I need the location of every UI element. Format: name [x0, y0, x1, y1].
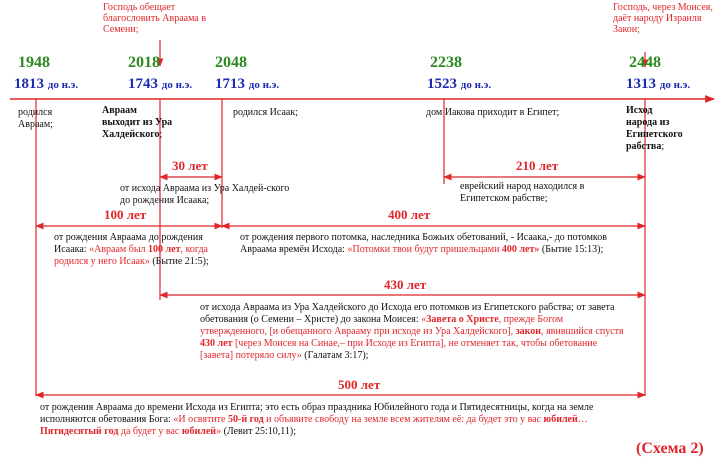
bc-1743 — [128, 76, 192, 93]
span-500-q4: да будет у вас — [118, 426, 182, 437]
bc-suffix: до н.э. — [47, 79, 79, 91]
span-430-q1: « — [421, 314, 427, 325]
span-400-text — [240, 232, 624, 256]
span-430-q1b: Завета о Христе — [426, 314, 499, 325]
span-30-label: 30 лет — [172, 158, 208, 173]
span-500-q5: » — [216, 426, 222, 437]
span-30-text: от исхода Авраама из Ура Халдей-ского до рождения Исаака; — [120, 183, 290, 206]
span-430-q3b: 430 лет — [200, 338, 233, 349]
bc-1743-value: 1743 — [128, 76, 158, 92]
scheme-label: (Схема 2) — [636, 440, 704, 457]
span-500-q3: … — [577, 414, 588, 425]
event-ur-exit-tail: ; — [159, 129, 163, 140]
event-exodus — [626, 105, 686, 153]
span-400-t1: от рождения первого потомка, наследника Божьих обетований, - Исаака,- до потомков Авраама времён Исхода: — [240, 232, 607, 255]
bc-1713 — [215, 76, 279, 93]
bc-1523 — [427, 76, 491, 93]
span-500-q1: «И освятите — [173, 414, 228, 425]
year-2448: 2448 — [629, 54, 661, 71]
law-note: Господь, через Моисея, даёт народу Израиля Закон; — [613, 2, 713, 35]
bc-1813 — [14, 76, 78, 93]
event-ur-exit-bold: Авраам выходит из Ура Халдейского — [102, 105, 173, 140]
span-400-label: 400 лет — [388, 207, 431, 222]
promise-note: Господь обещает благословить Авраама в Семени; — [103, 2, 207, 35]
span-430-q2: , прежде Богом утвержденного, [и обещанного Аврааму при исходе из Ура Халдейского], — [200, 314, 564, 337]
span-500-q1b: 50-й год — [228, 414, 264, 425]
event-isaac-born: родился Исаак; — [233, 107, 298, 118]
span-500-t1: от рождения Авраама до времени Исхода из Египта; это есть образ праздника Юбилейного года и Пятидесятницы, когда на земле исполняются обетования Бога: — [40, 402, 594, 425]
event-exodus-tail: ; — [661, 141, 665, 152]
span-400-t2: (Бытие 15:13); — [539, 244, 604, 255]
span-500-q4b: юбилей — [181, 426, 217, 437]
bc-1313-value: 1313 — [626, 76, 656, 92]
span-430-t1: от исхода Авраама из Ура Халдейского до Исхода его потомков из Египетского рабства; от завета обетования (о Семени – Христе) до закона Моисея: — [200, 302, 615, 325]
event-abraham-born: родился Авраам; — [18, 107, 53, 130]
bc-1523-value: 1523 — [427, 76, 457, 92]
year-2048: 2048 — [215, 54, 247, 71]
bc-suffix: до н.э. — [659, 79, 691, 91]
span-500-q2b: юбилей — [543, 414, 578, 425]
bc-1813-value: 1813 — [14, 76, 44, 92]
span-100-t2: (Бытие 21:5); — [149, 256, 209, 267]
event-ur-exit — [102, 105, 176, 141]
bc-1713-value: 1713 — [215, 76, 245, 92]
span-500-q3b: Пятидесятый год — [40, 426, 119, 437]
bc-suffix: до н.э. — [248, 79, 280, 91]
span-500-label: 500 лет — [338, 377, 381, 392]
span-430-q2b: закон — [515, 326, 542, 337]
span-100-text — [54, 232, 230, 268]
year-1948: 1948 — [18, 54, 50, 71]
event-egypt-enter: дом Иакова приходит в Египет; — [426, 107, 560, 118]
span-100-q1: «Авраам был — [89, 244, 149, 255]
span-430-q3: , явившийся спустя — [541, 326, 624, 337]
span-210-text: еврейский народ находился в Египетском рабстве; — [460, 181, 585, 204]
span-210-label: 210 лет — [516, 158, 559, 173]
span-100-t1: от рождения Авраама до рождения Исаака: — [54, 232, 203, 255]
span-500-q2: и объявите свободу на земле всем жителям её: да будет это у вас — [263, 414, 544, 425]
year-2238: 2238 — [430, 54, 462, 71]
span-430-label: 430 лет — [384, 277, 427, 292]
span-100-q2: , когда родился у него Исаак» — [54, 244, 208, 267]
span-100-q1b: 100 лет — [148, 244, 181, 255]
year-2018: 2018 — [128, 54, 160, 71]
event-exodus-bold: Исход народа из Египетского рабства — [626, 105, 683, 152]
span-100-label: 100 лет — [104, 207, 147, 222]
span-400-q1b: 400 лет» — [501, 244, 540, 255]
span-400-q1: «Потомки твои будут пришельцами — [347, 244, 502, 255]
bc-suffix: до н.э. — [161, 79, 193, 91]
bc-1313 — [626, 76, 690, 93]
span-430-q4: [через Моисея на Синае,– при Исходе из Египта], не отменяет так, чтобы обетование [завета] потеряло силу» — [200, 338, 598, 361]
span-500-t2: (Левит 25:10,11); — [221, 426, 297, 437]
span-500-text — [40, 402, 640, 438]
span-430-t2: (Галатам 3:17); — [301, 350, 369, 361]
span-430-text — [200, 302, 626, 362]
bc-suffix: до н.э. — [460, 79, 492, 91]
